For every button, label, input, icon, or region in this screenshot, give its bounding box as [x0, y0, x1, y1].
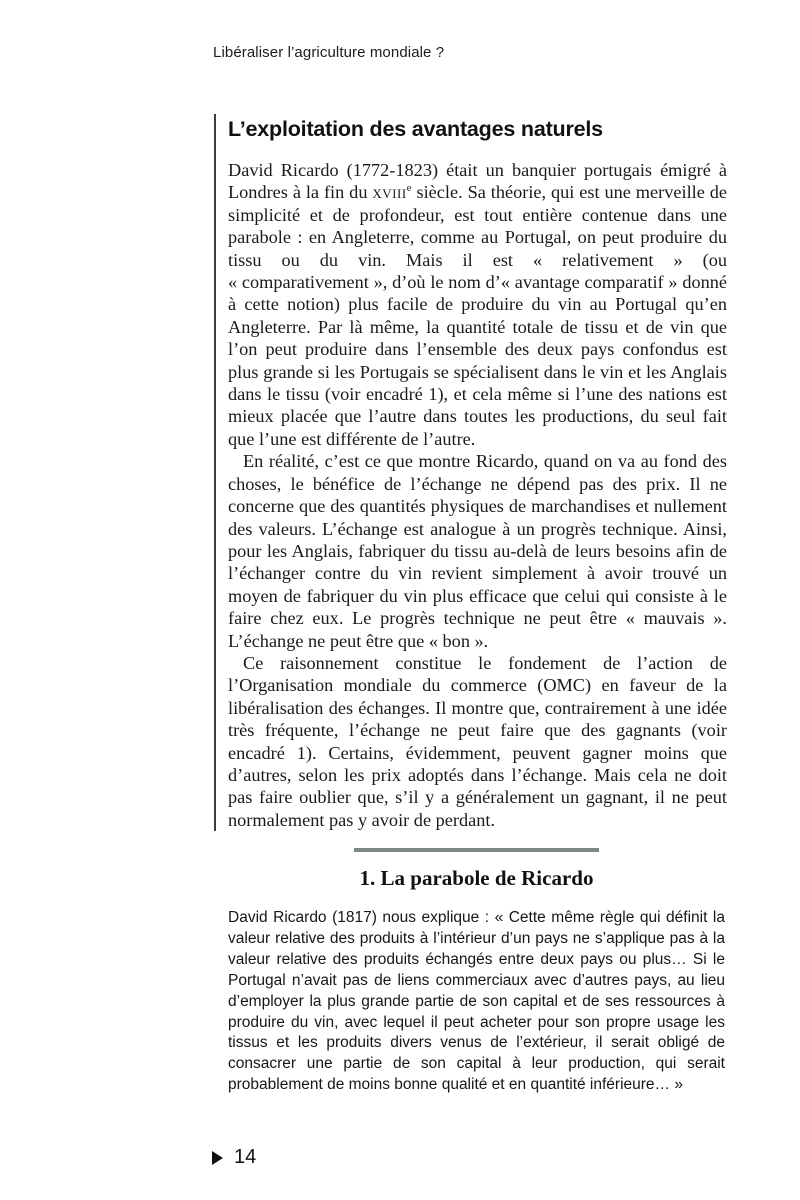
section-title: L’exploitation des avantages naturels [228, 117, 603, 141]
page-number: 14 [234, 1146, 257, 1168]
paragraph-1-text-after: siècle. Sa théorie, qui est une merveille de simplicité et de profondeur, est tout entière contenue dans une parabole : en Angleterre, comme au Portugal, on peut produire du tissu ou du vin. Mais il est « relativement » (ou « comparativement », d’où le nom d’« avantage comparatif » donné à cette notion) plus facile de produire du vin au Portugal qu’en Angleterre. Par là même, la quantité totale de tissu et de vin que l’on peut produire dans l’ensemble des deux pays confondus est plus grande si les Portugais se spécialisent dans le vin et les Anglais dans le tissu (voir encadré 1), et cela même si l’une des nations est mieux placée que l’autre dans toutes les productions, du seul fait que l’une est différente de l’autre. [228, 182, 728, 449]
paragraph-3: Ce raisonnement constitue le fondement de l’action de l’Organisation mondiale du commerce (OMC) en faveur de la libéralisation des échanges. Il montre que, contrairement à une idée très fréquente, l’échange ne peut faire que des gagnants (voir encadré 1). Certains, évidemment, peuvent gagner moins que d’autres, selon les prix adoptés dans l’échange. Mais cela ne doit pas faire oublier que, s’il y a généralement un gagnant, il ne peut normalement pas y avoir de perdant. [228, 652, 727, 830]
encadre-box [228, 848, 725, 1096]
paragraph-1 [228, 159, 727, 450]
roman-numeral-smallcaps: xviii [372, 182, 407, 203]
ordinal-superscript: e [406, 182, 412, 195]
paragraph-1-text-before: David Ricardo (1772-1823) était un banquier portugais émigré à Londres à la fin du [228, 160, 727, 203]
triangle-right-icon [212, 1151, 223, 1165]
box-body-text: David Ricardo (1817) nous explique : « Cette même règle qui définit la valeur relative des produits à l’intérieur d’un pays ne s’applique pas à la valeur relative des produits échangés entre deux pays ou plus… Si le Portugal n’avait pas de liens commerciaux avec d’autres pays, au lieu d’employer la plus grande partie de son capital et de ses ressources à produire du vin, avec lequel il peut acheter pour son propre usage les tissus et les produits divers venus de l’extérieur, il serait obligé de consacrer une partie de son capital à leur production, qui serait probablement de moins bonne qualité et en quantité inférieure… » [228, 909, 725, 1094]
page-footer [212, 1146, 256, 1169]
running-header: Libéraliser l’agriculture mondiale ? [213, 44, 445, 61]
box-heading: 1. La parabole de Ricardo [359, 866, 594, 890]
lead-section [214, 114, 727, 831]
paragraph-2: En réalité, c’est ce que montre Ricardo, quand on va au fond des choses, le bénéfice de l’échange ne dépend pas des prix. Il ne concerne que des quantités physiques de marchandises et nullement des valeurs. L’échange est analogue à un progrès technique. Ainsi, pour les Anglais, fabriquer du tissu au-delà de leurs besoins afin de l’échanger contre du vin revient simplement à avoir trouvé un moyen de fabriquer du vin plus efficace que celui qui consiste à le faire chez eux. Le progrès technique ne peut être « mauvais ». L’échange ne peut être que « bon ». [228, 451, 727, 651]
box-divider-rule [354, 848, 599, 852]
